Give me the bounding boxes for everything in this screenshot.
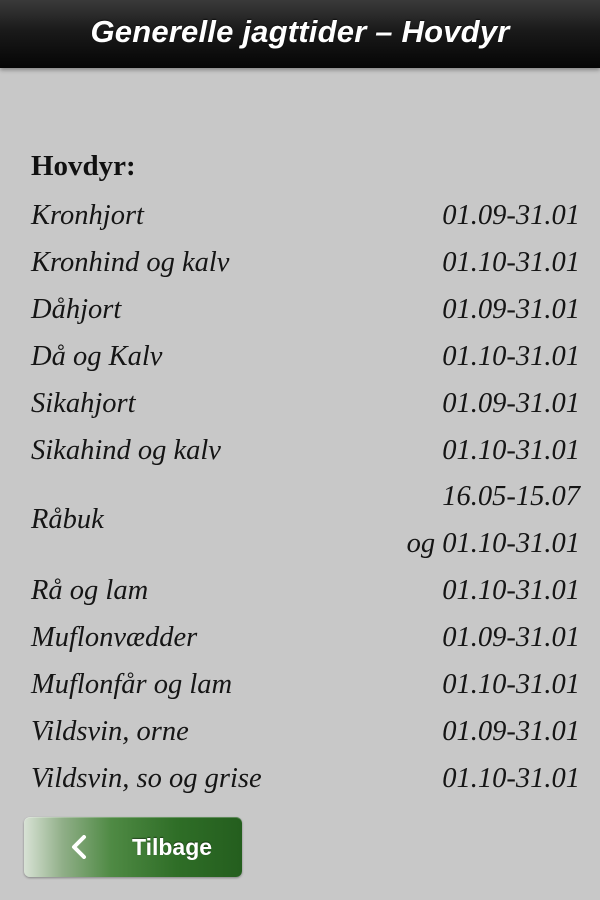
list-item [31,384,580,424]
list-item [31,431,580,471]
species-name: Då og Kalv [31,341,163,372]
season-dates: 01.10-31.01 [442,341,580,372]
season-dates: 01.10-31.01 [442,669,580,700]
season-dates-raabuk-second: og 01.10-31.01 [406,528,580,559]
species-name: Muflonfår og lam [31,669,233,700]
species-name: Muflonvædder [31,622,198,653]
list-item [31,337,580,377]
season-dates: 01.10-31.01 [442,575,580,606]
season-dates: 01.09-31.01 [442,388,580,419]
list-item [31,618,580,658]
species-name: Kronhjort [31,200,144,231]
species-name: Vildsvin, orne [31,716,189,747]
season-dates: 01.09-31.01 [442,294,580,325]
back-button-label: Tilbage [131,833,213,860]
back-button[interactable] [24,817,242,877]
season-dates: 01.09-31.01 [442,716,580,747]
species-name: Dåhjort [31,294,122,325]
list-item [31,196,580,236]
list-item [31,712,580,752]
list-item [31,571,580,611]
page-title: Generelle jagttider – Hovdyr [90,14,510,49]
season-dates: 01.09-31.01 [442,622,580,653]
list-item [31,290,580,330]
season-dates: 01.09-31.01 [442,200,580,231]
species-name: Sikahjort [31,388,136,419]
section-heading: Hovdyr: [31,150,136,182]
season-dates-raabuk-first: 16.05-15.07 [442,481,580,512]
season-dates: 01.10-31.01 [442,763,580,794]
navigation-bar [0,0,600,68]
species-name: Rå og lam [31,575,149,606]
season-dates: 01.10-31.01 [442,247,580,278]
species-name: Vildsvin, so og grise [31,763,262,794]
list-item [31,243,580,283]
species-name: Sikahind og kalv [31,435,221,466]
chevron-left-icon [68,835,92,859]
season-dates: 01.10-31.01 [442,435,580,466]
species-name-raabuk: Råbuk [31,504,104,535]
list-item [31,665,580,705]
list-item [31,759,580,799]
species-name: Kronhind og kalv [31,247,230,278]
